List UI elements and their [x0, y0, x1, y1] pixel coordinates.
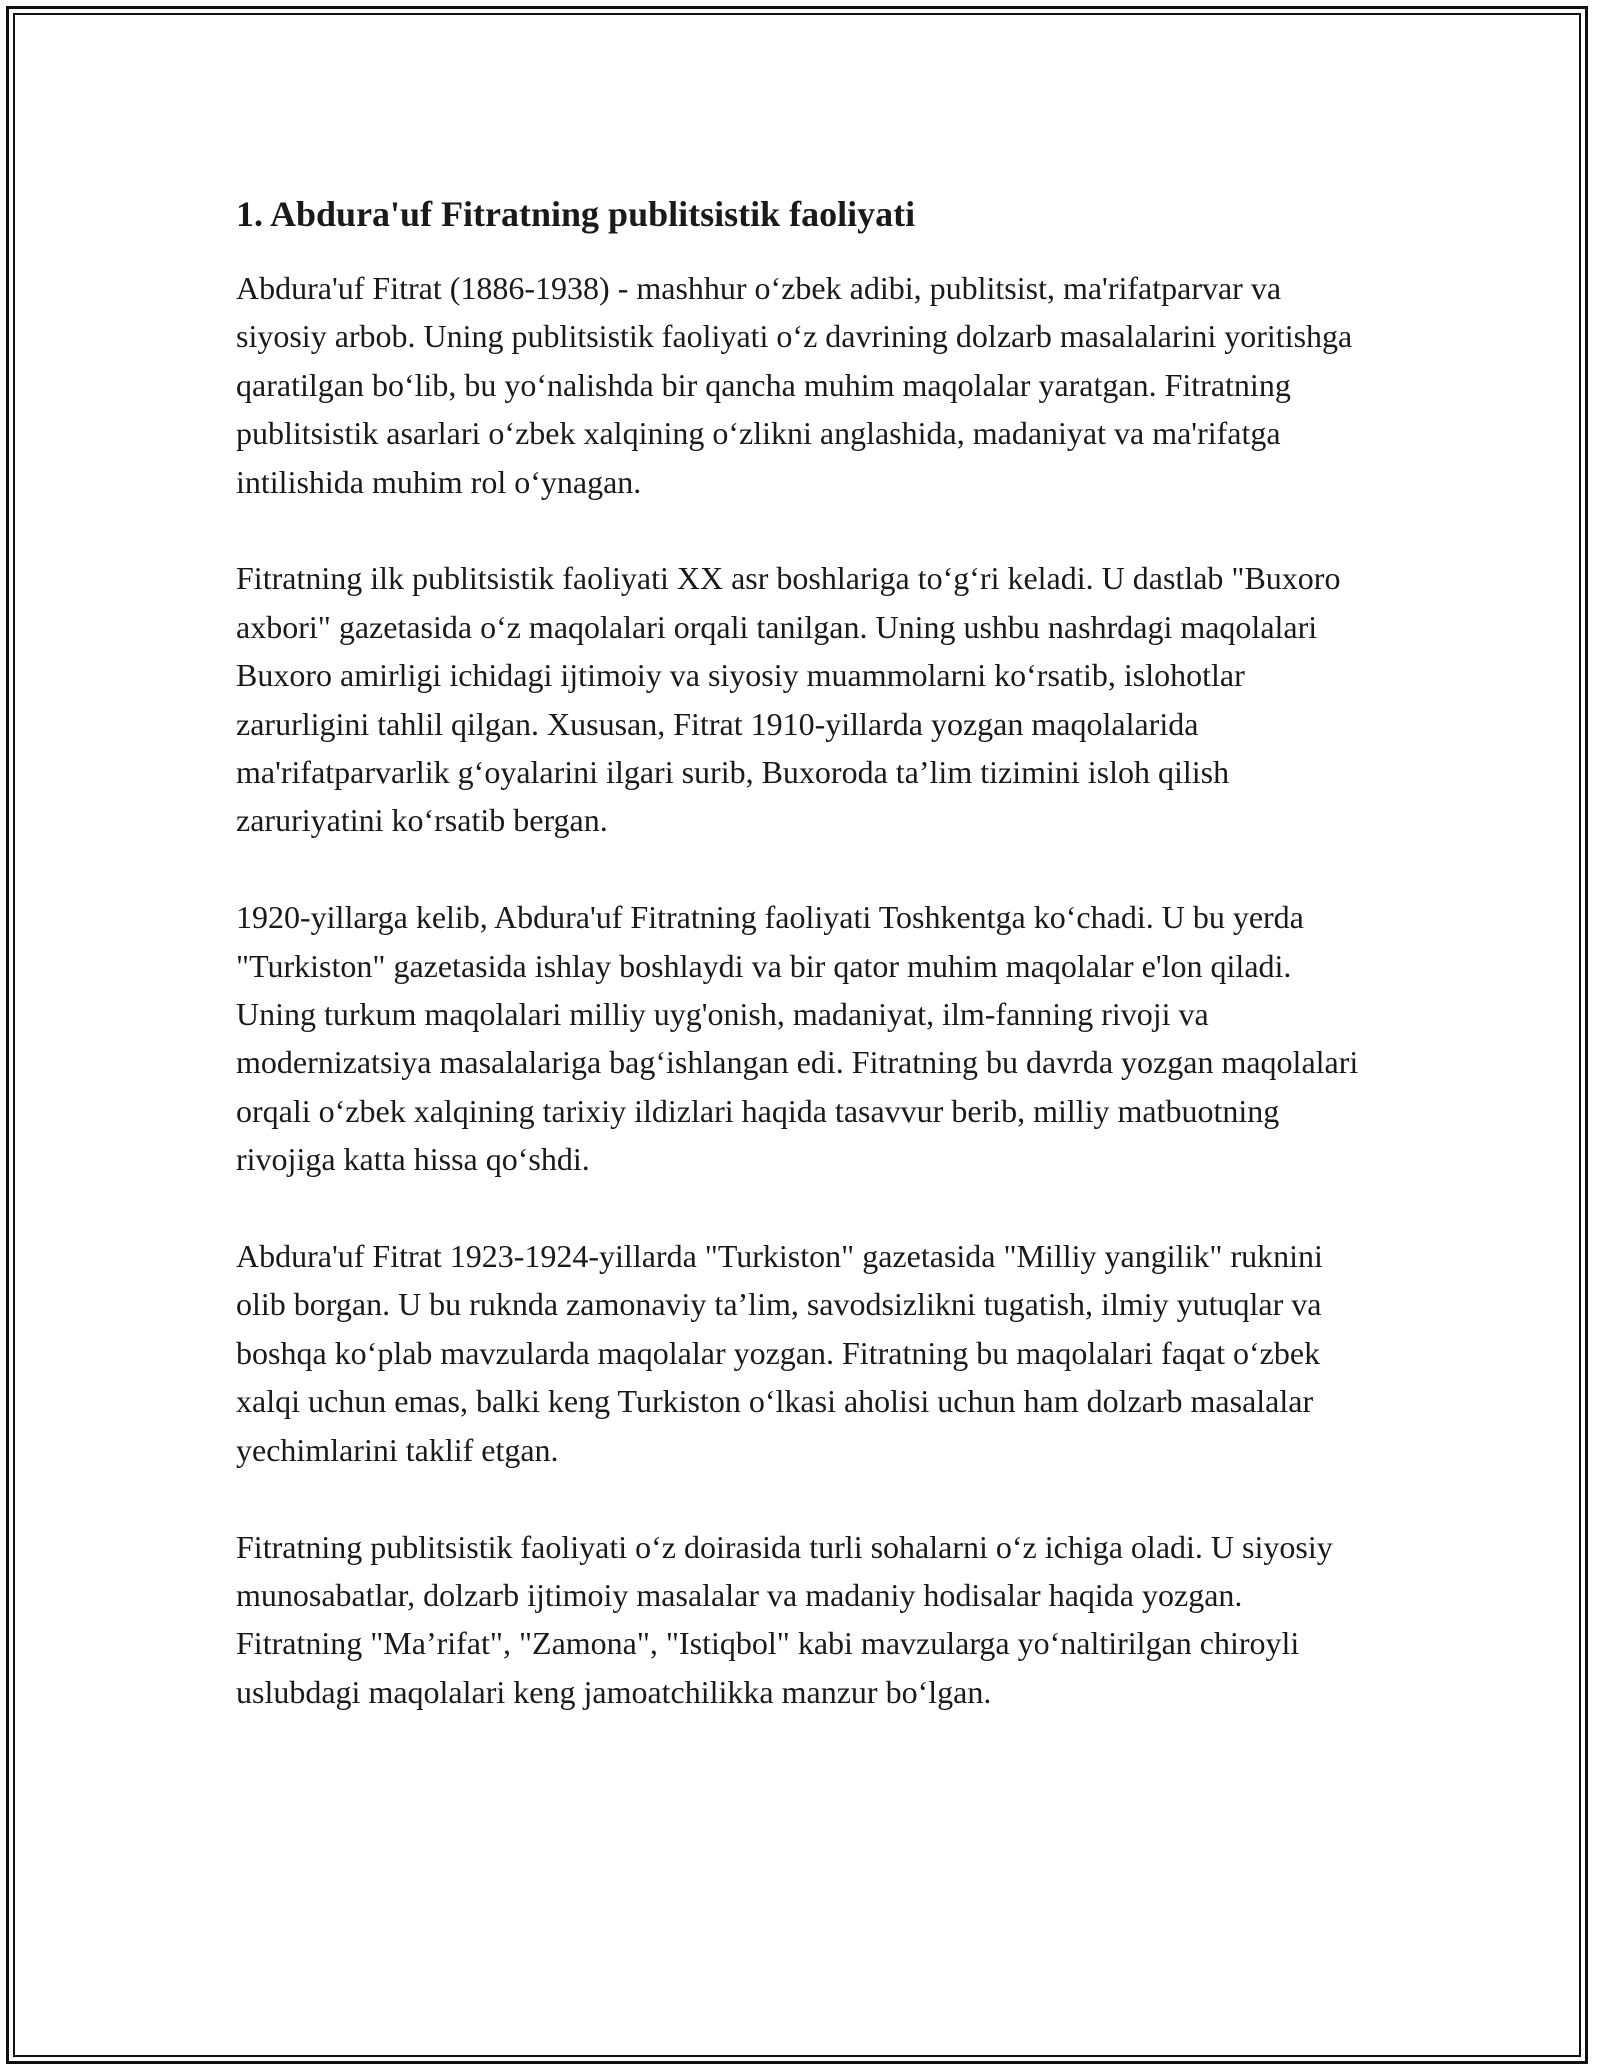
paragraph-1: Abdura'uf Fitrat (1886-1938) - mashhur oʻzbek adibi, publitsist, ma'rifatparvar va siyosiy arbob. Uning publitsistik faoliyati oʻz davrining dolzarb masalalarini yoritishga qaratilgan boʻlib, bu yoʻnalishda bir qancha muhim maqolalar yaratgan. Fitratning publitsistik asarlari oʻzbek xalqining oʻzlikni anglashida, madaniyat va ma'rifatga intilishida muhim rol oʻynagan. [236, 270, 1353, 500]
paragraph-2: Fitratning ilk publitsistik faoliyati XX asr boshlariga toʻgʻri keladi. U dastlab "Buxoro axbori" gazetasida oʻz maqolalari orqali tanilgan. Uning ushbu nashrdagi maqolalari Buxoro amirligi ichidagi ijtimoiy va siyosiy muammolarni koʻrsatib, islohotlar zarurligini tahlil qilgan. Xususan, Fitrat 1910-yillarda yozgan maqolalarida ma'rifatparvarlik gʻoyalarini ilgari surib, Buxoroda ta’lim tizimini isloh qilish zaruriyatini koʻrsatib bergan. [236, 560, 1341, 839]
paragraph-3: 1920-yillarga kelib, Abdura'uf Fitratning faoliyati Toshkentga koʻchadi. U bu yerda "Turkiston" gazetasida ishlay boshlaydi va bir qator muhim maqolalar e'lon qiladi. Uning turkum maqolalari milliy uyg'onish, madaniyat, ilm-fanning rivoji va modernizatsiya masalalariga bagʻishlangan edi. Fitratning bu davrda yozgan maqolalari orqali oʻzbek xalqining tarixiy ildizlari haqida tasavvur berib, milliy matbuotning rivojiga katta hissa qoʻshdi. [236, 899, 1359, 1178]
document-title: 1. Abdura'uf Fitratning publitsistik faoliyati [236, 194, 916, 234]
paragraph-4: Abdura'uf Fitrat 1923-1924-yillarda "Turkiston" gazetasida "Milliy yangilik" ruknini olib borgan. U bu ruknda zamonaviy ta’lim, savodsizlikni tugatish, ilmiy yutuqlar va boshqa koʻplab mavzularda maqolalar yozgan. Fitratning bu maqolalari faqat oʻzbek xalqi uchun emas, balki keng Turkiston oʻlkasi aholisi uchun ham dolzarb masalalar yechimlarini taklif etgan. [236, 1238, 1323, 1468]
document-body [236, 186, 1376, 1765]
paragraph-5: Fitratning publitsistik faoliyati oʻz doirasida turli sohalarni oʻz ichiga oladi. U siyosiy munosabatlar, dolzarb ijtimoiy masalalar va madaniy hodisalar haqida yozgan. Fitratning "Ma’rifat", "Zamona", "Istiqbol" kabi mavzularga yoʻnaltirilgan chiroyli uslubdagi maqolalari keng jamoatchilikka manzur boʻlgan. [236, 1528, 1333, 1710]
